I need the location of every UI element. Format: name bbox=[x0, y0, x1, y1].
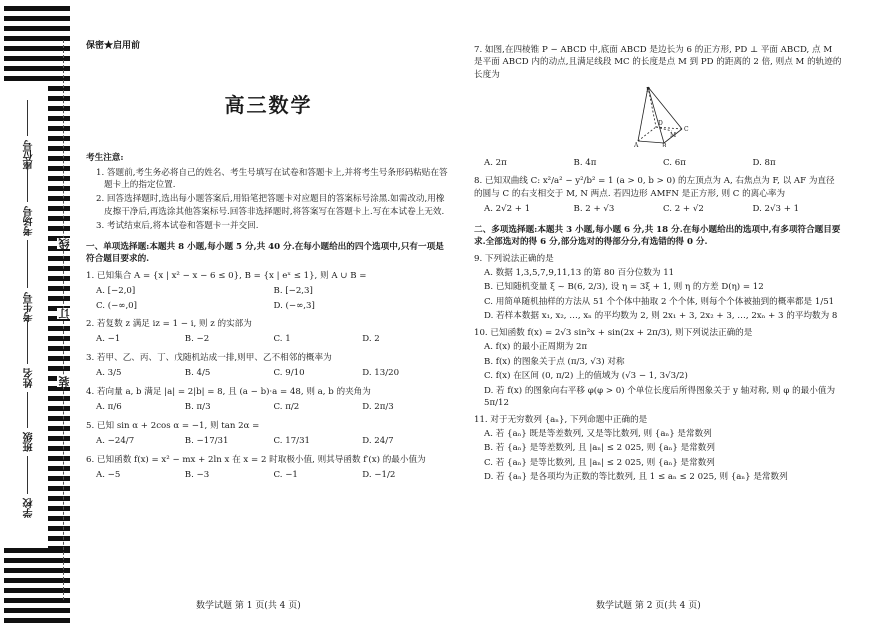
notes-heading: 考生注意: bbox=[86, 153, 124, 164]
question-3-options bbox=[96, 367, 451, 379]
option: A. 3/5 bbox=[96, 368, 122, 379]
option: C. 6π bbox=[663, 157, 686, 168]
note-2: 2. 回答选择题时,选出每小题答案后,用铅笔把答题卡对应题目的答案标号涂黑.如需改动,用橡皮擦干净后,再选涂其他答案标号.回答非选择题时,将答案写在答题卡上.写在本试卷上无效. bbox=[96, 194, 445, 217]
option: C. 1 bbox=[273, 334, 291, 345]
option: A. 2π bbox=[484, 157, 507, 168]
secret-label: 保密★启用前 bbox=[86, 41, 141, 51]
label-a: A bbox=[634, 142, 639, 148]
question-7-options bbox=[484, 157, 842, 169]
option: A. π/6 bbox=[96, 402, 122, 413]
q10-option-b: B. f(x) 的图象关于点 (π/3, √3) 对称 bbox=[484, 356, 625, 367]
binding-stripes-side bbox=[48, 86, 70, 564]
option: A. −5 bbox=[96, 470, 121, 481]
page-1 bbox=[86, 40, 451, 488]
pyramid-figure bbox=[634, 85, 704, 147]
binding-stripes-bottom bbox=[4, 548, 70, 624]
label-b: B bbox=[662, 143, 667, 148]
option: D. 24/7 bbox=[362, 436, 394, 447]
bind-xian: 线 bbox=[58, 238, 71, 249]
q10-option-a: A. f(x) 的最小正周期为 2π bbox=[484, 342, 588, 353]
question-1: 1. 已知集合 A = {x | x² − x − 6 ≤ 0}, B = {x | eˣ ≤ 1}, 则 A ∪ B = bbox=[86, 270, 367, 281]
q9-option-c: C. 用简单随机抽样的方法从 51 个个体中抽取 2 个个体, 则每个个体被抽到的概率都是 1/51 bbox=[484, 296, 835, 307]
question-4-options bbox=[96, 401, 451, 413]
option: B. [−2,3] bbox=[273, 286, 313, 297]
label-m: M bbox=[670, 132, 677, 140]
question-6: 6. 已知函数 f(x) = x² − mx + 2ln x 在 x = 2 时取极小值, 则其导函数 f′(x) 的最小值为 bbox=[86, 454, 426, 465]
q11-option-a: A. 若 {aₙ} 既是等差数列, 又是等比数列, 则 {aₙ} 是常数列 bbox=[484, 428, 712, 439]
footer-page-1: 数学试题 第 1 页(共 4 页) bbox=[196, 601, 301, 611]
option: B. −17/31 bbox=[184, 436, 229, 447]
option: C. 17/31 bbox=[273, 436, 310, 447]
option: D. 2√3 + 1 bbox=[752, 204, 800, 215]
q9-option-a: A. 数据 1,3,5,7,9,11,13 的第 80 百分位数为 11 bbox=[484, 267, 675, 278]
option: C. π/2 bbox=[273, 402, 300, 413]
option: D. 8π bbox=[752, 157, 776, 168]
option: A. 2√2 + 1 bbox=[484, 204, 531, 215]
option: B. 2 + √3 bbox=[573, 204, 615, 215]
option: D. 2 bbox=[362, 334, 380, 345]
option: B. 4π bbox=[573, 157, 597, 168]
option: A. −24/7 bbox=[96, 436, 135, 447]
option: D. (−∞,3] bbox=[273, 300, 315, 311]
option: B. −2 bbox=[184, 334, 210, 345]
option: A. [−2,0] bbox=[96, 286, 136, 297]
question-5-options bbox=[96, 435, 451, 447]
question-4: 4. 若向量 a, b 满足 |a| = 2|b| = 8, 且 (a − b)·a = 48, 则 a, b 的夹角为 bbox=[86, 386, 371, 397]
label-d: D bbox=[658, 120, 663, 128]
note-3: 3. 考试结束后,将本试卷和答题卡一并交回. bbox=[96, 221, 259, 232]
option: B. 4/5 bbox=[184, 368, 211, 379]
field-class: 班级 bbox=[24, 432, 35, 452]
page-2 bbox=[474, 44, 842, 486]
q9-option-b: B. 已知随机变量 ξ ~ B(6, 2/3), 设 η = 3ξ + 1, 则 η 的方差 D(η) = 12 bbox=[484, 282, 764, 293]
option: C. (−∞,0] bbox=[96, 300, 137, 311]
section-2-heading: 二、多项选择题:本题共 3 小题,每小题 6 分,共 18 分.在每小题给出的选项中,有多项符合题目要求.全部选对的得 6 分,部分选对的得部分分,有选错的得 0 分. bbox=[474, 224, 841, 248]
question-6-options bbox=[96, 469, 451, 481]
question-11: 11. 对于无穷数列 {aₙ}, 下列命题中正确的是 bbox=[474, 414, 648, 425]
section-1-heading: 一、单项选择题:本题共 8 小题,每小题 5 分,共 40 分.在每小题给出的四个选项中,只有一项是符合题目要求的. bbox=[86, 241, 444, 265]
label-c: C bbox=[684, 126, 689, 134]
question-2-options bbox=[96, 333, 451, 345]
bind-ding: 订 bbox=[58, 308, 71, 319]
bind-zhuang: 装 bbox=[58, 376, 71, 387]
option: B. π/3 bbox=[184, 402, 211, 413]
option: C. 2 + √2 bbox=[663, 204, 704, 215]
question-2: 2. 若复数 z 满足 iz = 1 − i, 则 z 的实部为 bbox=[86, 319, 252, 330]
exam-title: 高三数学 bbox=[224, 93, 313, 118]
question-5: 5. 已知 sin α + 2cos α = −1, 则 tan 2α = bbox=[86, 420, 260, 431]
q9-option-d: D. 若样本数据 x₁, x₂, …, xₙ 的平均数为 2, 则 2x₁ + 3, 2x₂ + 3, …, 2xₙ + 3 的平均数为 8 bbox=[484, 311, 838, 322]
binding-line bbox=[63, 40, 64, 600]
field-name: 姓名 bbox=[24, 368, 35, 388]
option: C. 9/10 bbox=[273, 368, 305, 379]
question-8: 8. 已知双曲线 C: x²/a² − y²/b² = 1 (a > 0, b > 0) 的左顶点为 A, 右焦点为 F, 以 AF 为直径的圆与 C 的右支相交于 M, N 两点. 若四边形 AMFN 是正方形, 则 C 的离心率为 bbox=[474, 176, 835, 199]
question-1-options bbox=[96, 285, 451, 312]
option: D. 2π/3 bbox=[362, 402, 394, 413]
q11-option-b: B. 若 {aₙ} 是等差数列, 且 |aₙ| ≤ 2 025, 则 {aₙ} 是常数列 bbox=[484, 443, 715, 454]
q10-option-d: D. 若 f(x) 的图象向右平移 φ(φ > 0) 个单位长度后所得图象关于 y 轴对称, 则 φ 的最小值为 5π/12 bbox=[484, 385, 836, 409]
question-9: 9. 下列说法正确的是 bbox=[474, 253, 554, 264]
q10-option-c: C. f(x) 在区间 (0, π/2) 上的值域为 (√3 − 1, 3√3/2) bbox=[484, 371, 688, 382]
option: B. −3 bbox=[184, 470, 210, 481]
question-7: 7. 如图,在四棱锥 P − ABCD 中,底面 ABCD 是边长为 6 的正方形, PD ⊥ 平面 ABCD, 点 M 是平面 ABCD 内的动点,且满足线段 MC 的长度是点 M 到 PD 的距离的 2 倍, 则点 M 的轨迹的长度为 bbox=[474, 45, 842, 80]
option: A. −1 bbox=[96, 334, 121, 345]
field-seat: 座位号 bbox=[24, 140, 35, 170]
field-candidate: 考生号 bbox=[24, 292, 35, 322]
option: D. 13/20 bbox=[362, 368, 400, 379]
q11-option-d: D. 若 {aₙ} 是各项均为正数的等比数列, 且 1 ≤ aₙ ≤ 2 025, 则 {aₙ} 是常数列 bbox=[484, 472, 788, 483]
q11-option-c: C. 若 {aₙ} 是等比数列, 且 |aₙ| ≤ 2 025, 则 {aₙ} 是常数列 bbox=[484, 457, 715, 468]
field-school: 学校 bbox=[24, 498, 35, 518]
footer-page-2: 数学试题 第 2 页(共 4 页) bbox=[596, 601, 701, 611]
note-1: 1. 答题前,考生务必将自己的姓名、考生号填写在试卷和答题卡上,并将考生号条形码粘贴在答题卡上的指定位置. bbox=[96, 167, 448, 190]
question-8-options bbox=[484, 203, 842, 215]
question-3: 3. 若甲、乙、丙、丁、戊随机站成一排,则甲、乙不相邻的概率为 bbox=[86, 352, 332, 363]
field-room: 考场号 bbox=[24, 206, 35, 236]
question-10: 10. 已知函数 f(x) = 2√3 sin²x + sin(2x + 2π/3), 则下列说法正确的是 bbox=[474, 327, 753, 338]
label-p: P bbox=[646, 87, 651, 95]
option: D. −1/2 bbox=[362, 470, 396, 481]
option: C. −1 bbox=[273, 470, 298, 481]
